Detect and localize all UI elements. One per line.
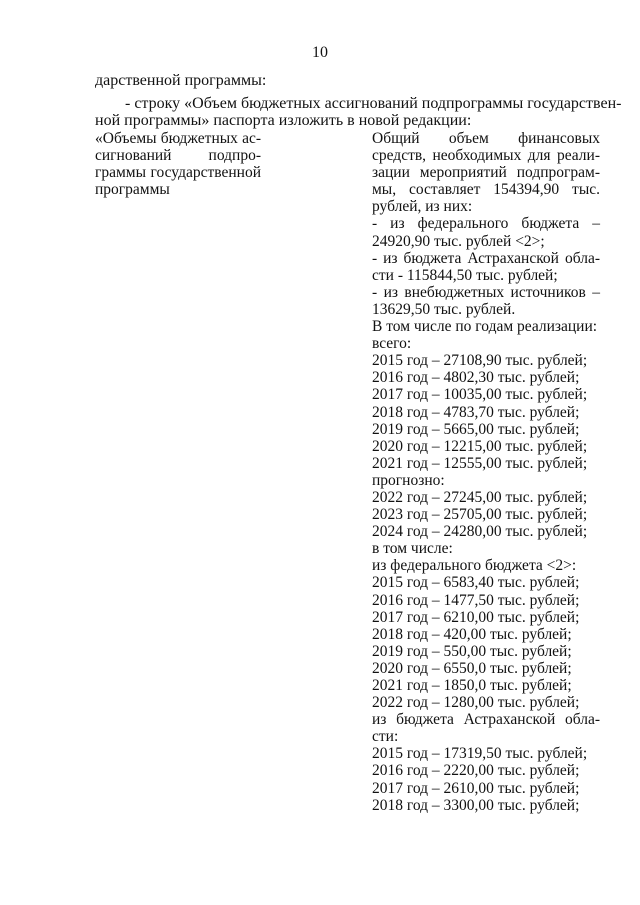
value-line: 2022 год – 1280,00 тыс. рублей;	[372, 694, 580, 712]
value-line: 2016 год – 1477,50 тыс. рублей;	[372, 591, 580, 609]
value-line: 2021 год – 12555,00 тыс. рублей;	[372, 454, 588, 472]
value-line: зации мероприятий подпрограм-	[372, 164, 600, 182]
value-line: рублей, из них:	[372, 198, 473, 216]
value-line: 2023 год – 25705,00 тыс. рублей;	[372, 506, 588, 524]
value-line: средств, необходимых для реали-	[372, 147, 600, 165]
value-line: 13629,50 тыс. рублей.	[372, 300, 516, 318]
value-line: мы, составляет 154394,90 тыс.	[372, 181, 600, 199]
value-line: 2020 год – 12215,00 тыс. рублей;	[372, 437, 588, 455]
value-line: 2018 год – 4783,70 тыс. рублей;	[372, 403, 580, 421]
intro-line-2	[95, 95, 622, 112]
value-line: из бюджета Астраханской обла-	[372, 711, 600, 729]
label-line: граммы государственной	[95, 164, 261, 181]
intro-line-3	[95, 112, 615, 129]
value-line: 2015 год – 6583,40 тыс. рублей;	[372, 574, 580, 592]
value-line: 2015 год – 27108,90 тыс. рублей;	[372, 352, 588, 370]
value-line: 2021 год – 1850,0 тыс. рублей;	[372, 677, 572, 694]
intro-text: ной программы» паспорта изложить в новой редакции:	[95, 112, 472, 129]
value-line: из федерального бюджета <2>:	[372, 557, 577, 575]
passport-row-value	[372, 130, 600, 814]
value-line: 2022 год – 27245,00 тыс. рублей;	[372, 488, 588, 506]
value-line: всего:	[372, 335, 412, 353]
value-line: 2024 год – 24280,00 тыс. рублей;	[372, 523, 588, 541]
intro-text: дарственной программы:	[95, 72, 267, 89]
value-line: 2018 год – 3300,00 тыс. рублей;	[372, 796, 580, 814]
value-line: 2017 год – 10035,00 тыс. рублей;	[372, 386, 588, 404]
value-line: сти:	[372, 728, 399, 746]
value-line: - из федерального бюджета –	[372, 215, 600, 233]
intro-text: - строку «Объем бюджетных ассигнований подпрограммы государствен-	[125, 95, 622, 112]
value-line: 2020 год – 6550,0 тыс. рублей;	[372, 659, 572, 677]
value-line: сти - 115844,50 тыс. рублей;	[372, 266, 558, 284]
label-line: «Объемы бюджетных ас-	[95, 130, 261, 147]
value-line: В том числе по годам реализации:	[372, 318, 598, 336]
label-line: программы	[95, 181, 170, 198]
value-line: 2017 год – 2610,00 тыс. рублей;	[372, 779, 580, 797]
passport-row-label	[95, 130, 261, 198]
intro-line-1	[95, 72, 615, 89]
value-line: 2019 год – 550,00 тыс. рублей;	[372, 642, 572, 660]
value-line: - из бюджета Астраханской обла-	[372, 249, 600, 267]
value-line: в том числе:	[372, 540, 453, 558]
value-line: 2018 год – 420,00 тыс. рублей;	[372, 625, 572, 643]
value-line: прогнозно:	[372, 471, 445, 489]
value-line: - из внебюджетных источников –	[372, 283, 600, 301]
value-line: 24920,90 тыс. рублей <2>;	[372, 232, 545, 250]
value-line: 2016 год – 4802,30 тыс. рублей;	[372, 369, 580, 387]
value-line: 2016 год – 2220,00 тыс. рублей;	[372, 762, 580, 780]
value-line: 2019 год – 5665,00 тыс. рублей;	[372, 420, 580, 438]
value-line: 2015 год – 17319,50 тыс. рублей;	[372, 745, 588, 763]
label-line: сигнований подпро-	[95, 147, 261, 164]
value-line: 2017 год – 6210,00 тыс. рублей;	[372, 608, 580, 626]
page-number: 10	[312, 44, 328, 61]
value-line: Общий объем финансовых	[372, 130, 600, 147]
